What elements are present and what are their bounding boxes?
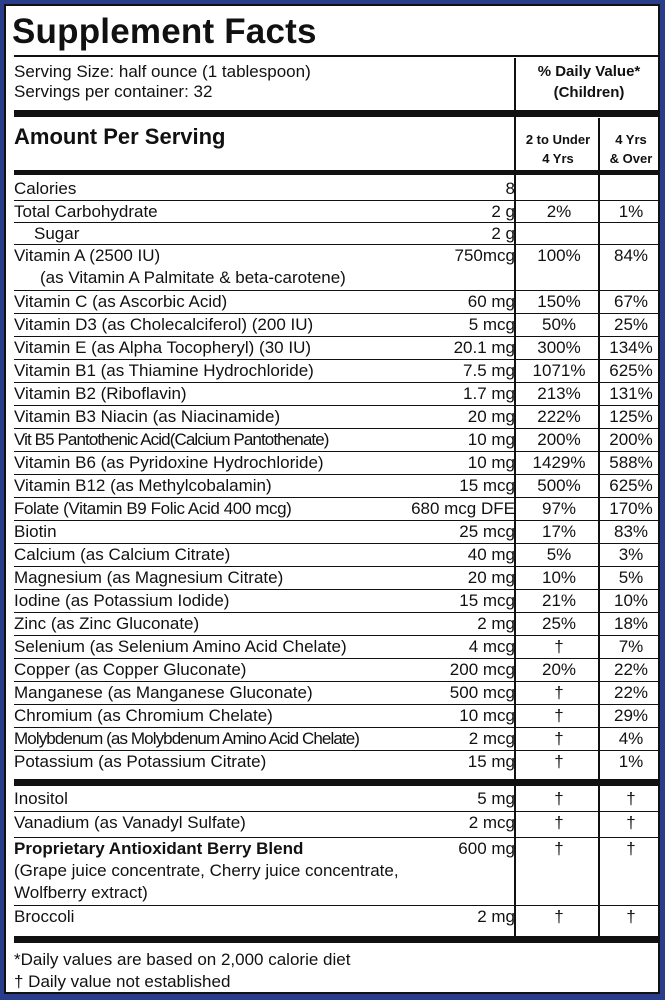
nutrient-name: Folate (Vitamin B9 Folic Acid 400 mcg): [14, 499, 292, 518]
table-row: [6, 383, 658, 406]
nutrient-amount: 2 mg: [477, 907, 515, 926]
nutrient-name: Vanadium (as Vanadyl Sulfate): [14, 813, 246, 832]
daily-value-2-to-4: 100%: [537, 246, 581, 265]
nutrient-name: Iodine (as Potassium Iodide): [14, 591, 230, 610]
nutrient-name: Copper (as Copper Gluconate): [14, 660, 247, 679]
daily-value-2-to-4: 5%: [546, 545, 572, 564]
daily-value-4-and-over: †: [626, 907, 636, 926]
daily-value-header: [518, 61, 660, 103]
daily-value-2-to-4: 21%: [541, 591, 577, 610]
nutrient-name: Chromium (as Chromium Chelate): [14, 706, 273, 725]
table-row: [6, 452, 658, 475]
table-row: [6, 521, 658, 544]
nutrient-amount: 10 mg: [467, 453, 515, 472]
table-row: [6, 544, 658, 567]
daily-value-4-and-over: 7%: [618, 637, 644, 656]
table-row: [6, 245, 658, 291]
nutrient-name: Vit B5 Pantothenic Acid(Calcium Pantothenate): [14, 430, 329, 449]
nutrient-name: Calcium (as Calcium Citrate): [14, 545, 231, 564]
nutrient-amount: 680 mcg DFE: [411, 499, 515, 518]
daily-value-4-and-over: 1%: [618, 752, 644, 771]
nutrient-name: Molybdenum (as Molybdenum Amino Acid Chelate): [14, 729, 360, 748]
table-row: [6, 659, 658, 682]
nutrient-name: Calories: [14, 179, 77, 198]
nutrient-name: Vitamin B1 (as Thiamine Hydrochloride): [14, 361, 314, 380]
daily-value-4-and-over: 25%: [613, 315, 649, 334]
nutrient-name: Biotin: [14, 522, 57, 541]
nutrient-amount: 2 g: [491, 202, 515, 221]
daily-value-4-and-over: 134%: [609, 338, 653, 357]
nutrient-name: Vitamin B6 (as Pyridoxine Hydrochloride): [14, 453, 324, 472]
nutrient-name: Vitamin B12 (as Methylcobalamin): [14, 476, 272, 495]
daily-value-header-line2: (Children): [553, 84, 625, 101]
table-row: [6, 751, 658, 774]
table-row: [6, 406, 658, 429]
table-row: [6, 201, 658, 223]
daily-value-4-and-over: 5%: [618, 568, 644, 587]
table-row: [6, 475, 658, 498]
daily-value-2-to-4: 500%: [537, 476, 581, 495]
daily-value-2-to-4: †: [554, 637, 564, 656]
nutrient-amount: 2 g: [491, 224, 515, 243]
daily-value-2-to-4: †: [554, 752, 564, 771]
nutrient-name: Inositol: [14, 789, 68, 808]
daily-value-4-and-over: 1%: [618, 202, 644, 221]
daily-value-2-to-4: †: [554, 907, 564, 926]
nutrient-amount: 200 mcg: [449, 660, 515, 679]
nutrient-name: Proprietary Antioxidant Berry Blend: [14, 839, 304, 858]
nutrient-amount: 25 mcg: [459, 522, 515, 541]
daily-value-2-to-4: 50%: [541, 315, 577, 334]
table-row: [6, 613, 658, 636]
nutrient-amount: 1.7 mg: [463, 384, 515, 403]
daily-value-4-and-over: 10%: [613, 591, 649, 610]
daily-value-2-to-4: †: [554, 683, 564, 702]
nutrient-name: Vitamin B3 Niacin (as Niacinamide): [14, 407, 281, 426]
nutrient-amount: 20 mg: [467, 407, 515, 426]
table-row: [6, 590, 658, 613]
amount-per-serving-label: Amount Per Serving: [14, 124, 226, 149]
nutrient-amount: 10 mcg: [459, 706, 515, 725]
footnote-daily-values: *Daily values are based on 2,000 calorie diet: [14, 950, 351, 969]
nutrient-amount: 20 mg: [467, 568, 515, 587]
nutrient-amount: 7.5 mg: [463, 361, 515, 380]
nutrient-amount: 5 mcg: [468, 315, 515, 334]
nutrient-name: Vitamin D3 (as Cholecalciferol) (200 IU): [14, 315, 314, 334]
daily-value-2-to-4: 10%: [541, 568, 577, 587]
nutrient-source-note: (Grape juice concentrate, Cherry juice concentrate,: [14, 861, 399, 880]
nutrient-amount: 2 mcg: [468, 813, 515, 832]
footnote-not-established: † Daily value not established: [14, 972, 231, 991]
daily-value-4-and-over: 84%: [613, 246, 649, 265]
nutrient-name: Sugar: [34, 224, 80, 243]
daily-value-2-to-4: 213%: [537, 384, 581, 403]
nutrient-name: Total Carbohydrate: [14, 202, 158, 221]
nutrient-name: Manganese (as Manganese Gluconate): [14, 683, 313, 702]
daily-value-2-to-4: †: [554, 729, 564, 748]
nutrient-amount: 15 mcg: [459, 591, 515, 610]
serving-size: Serving Size: half ounce (1 tablespoon): [14, 62, 311, 81]
table-row: [6, 223, 658, 245]
daily-value-4-and-over: 200%: [609, 430, 653, 449]
daily-value-2-to-4: 200%: [537, 430, 581, 449]
nutrient-amount: 40 mg: [467, 545, 515, 564]
daily-value-header-line1: % Daily Value*: [537, 63, 641, 80]
daily-value-2-to-4: †: [554, 839, 564, 858]
column-header-4-and-over: [600, 130, 662, 168]
daily-value-4-and-over: 22%: [613, 660, 649, 679]
supplement-facts-panel: [4, 4, 660, 994]
daily-value-4-and-over: 170%: [609, 499, 653, 518]
table-row: [6, 337, 658, 360]
nutrient-amount: 2 mcg: [468, 729, 515, 748]
rule-under-title: [14, 55, 659, 57]
nutrient-amount: 20.1 mg: [453, 338, 515, 357]
nutrient-amount: 15 mg: [467, 752, 515, 771]
daily-value-4-and-over: 625%: [609, 361, 653, 380]
nutrient-name: Vitamin E (as Alpha Tocopheryl) (30 IU): [14, 338, 312, 357]
daily-value-4-and-over: 4%: [618, 729, 644, 748]
nutrient-amount: 8: [505, 179, 515, 198]
daily-value-2-to-4: 1071%: [532, 361, 586, 380]
nutrient-name: Selenium (as Selenium Amino Acid Chelate): [14, 637, 347, 656]
nutrient-amount: 2 mg: [477, 614, 515, 633]
table-row: [6, 682, 658, 705]
rule-thick-bottom: [14, 936, 659, 943]
daily-value-4-and-over: 3%: [618, 545, 644, 564]
daily-value-4-and-over: 125%: [609, 407, 653, 426]
table-row: [6, 838, 658, 906]
table-row: [6, 636, 658, 659]
table-row: [6, 291, 658, 314]
daily-value-4-and-over: 67%: [613, 292, 649, 311]
daily-value-2-to-4: 17%: [541, 522, 577, 541]
daily-value-2-to-4: 2%: [546, 202, 572, 221]
nutrient-amount: 4 mcg: [468, 637, 515, 656]
column-header-4-and-over-line2: & Over: [609, 151, 653, 166]
daily-value-4-and-over: 83%: [613, 522, 649, 541]
daily-value-2-to-4: 97%: [541, 499, 577, 518]
table-row: [6, 429, 658, 452]
nutrient-amount: 60 mg: [467, 292, 515, 311]
daily-value-4-and-over: 625%: [609, 476, 653, 495]
daily-value-2-to-4: 300%: [537, 338, 581, 357]
rule-under-header: [14, 170, 659, 175]
nutrient-source-note: (as Vitamin A Palmitate & beta-carotene): [40, 268, 346, 287]
table-row: [6, 567, 658, 590]
nutrient-amount: 500 mcg: [449, 683, 515, 702]
daily-value-4-and-over: 588%: [609, 453, 653, 472]
nutrient-amount: 15 mcg: [459, 476, 515, 495]
daily-value-4-and-over: †: [626, 839, 636, 858]
panel-title: Supplement Facts: [12, 12, 317, 51]
table-row: [6, 788, 658, 812]
daily-value-4-and-over: 22%: [613, 683, 649, 702]
servings-per-container: Servings per container: 32: [14, 82, 213, 101]
nutrient-amount: 10 mg: [467, 430, 515, 449]
daily-value-2-to-4: 1429%: [532, 453, 586, 472]
table-row: [6, 178, 658, 201]
daily-value-2-to-4: 25%: [541, 614, 577, 633]
rule-thick-top: [14, 110, 659, 117]
nutrient-name: Zinc (as Zinc Gluconate): [14, 614, 200, 633]
daily-value-2-to-4: 20%: [541, 660, 577, 679]
daily-value-2-to-4: †: [554, 706, 564, 725]
table-row: [6, 360, 658, 383]
daily-value-2-to-4: 150%: [537, 292, 581, 311]
nutrient-name: Magnesium (as Magnesium Citrate): [14, 568, 284, 587]
nutrient-name: Potassium (as Potassium Citrate): [14, 752, 267, 771]
table-row: [6, 498, 658, 521]
daily-value-2-to-4: 222%: [537, 407, 581, 426]
table-row: [6, 314, 658, 337]
nutrient-amount: 600 mg: [458, 839, 515, 858]
column-header-4-and-over-line1: 4 Yrs: [615, 132, 647, 147]
rule-thick-middle: [14, 779, 659, 786]
nutrient-name: Vitamin B2 (Riboflavin): [14, 384, 187, 403]
nutrient-source-note: Wolfberry extract): [14, 883, 148, 902]
daily-value-4-and-over: 29%: [613, 706, 649, 725]
table-row: [6, 705, 658, 728]
table-row: [6, 728, 658, 751]
daily-value-4-and-over: 131%: [609, 384, 653, 403]
column-header-2-to-4-line1: 2 to Under: [525, 132, 591, 147]
nutrient-name: Broccoli: [14, 907, 75, 926]
column-header-2-to-4: [516, 130, 600, 168]
daily-value-4-and-over: 18%: [613, 614, 649, 633]
daily-value-2-to-4: †: [554, 789, 564, 808]
table-row: [6, 906, 658, 934]
nutrient-name: Vitamin A (2500 IU): [14, 246, 161, 265]
nutrient-name: Vitamin C (as Ascorbic Acid): [14, 292, 228, 311]
column-header-2-to-4-line2: 4 Yrs: [542, 151, 574, 166]
nutrient-amount: 750mcg: [454, 246, 515, 265]
daily-value-4-and-over: †: [626, 789, 636, 808]
table-row: [6, 812, 658, 838]
daily-value-2-to-4: †: [554, 813, 564, 832]
daily-value-4-and-over: †: [626, 813, 636, 832]
nutrient-amount: 5 mg: [477, 789, 515, 808]
